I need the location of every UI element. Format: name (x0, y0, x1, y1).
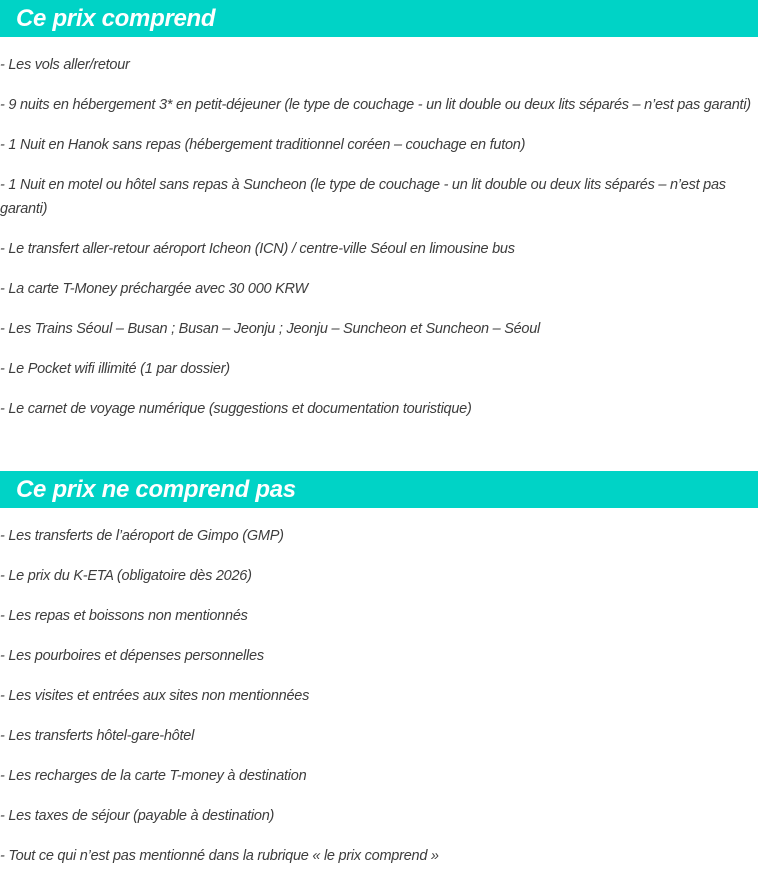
excluded-section-header (0, 471, 758, 508)
excluded-item: - Les visites et entrées aux sites non mentionnées (0, 688, 310, 704)
included-item: - 1 Nuit en Hanok sans repas (hébergement traditionnel coréen – couchage en futon) (0, 137, 526, 153)
included-item: - Le Pocket wifi illimité (1 par dossier) (0, 361, 230, 377)
excluded-item: - Les taxes de séjour (payable à destination) (0, 808, 275, 824)
included-item: - Les Trains Séoul – Busan ; Busan – Jeonju ; Jeonju – Suncheon et Suncheon – Séoul (0, 321, 541, 337)
excluded-section-title: Ce prix ne comprend pas (16, 476, 296, 503)
excluded-item: - Les transferts de l’aéroport de Gimpo (GMP) (0, 528, 284, 544)
included-item: - Le transfert aller-retour aéroport Icheon (ICN) / centre-ville Séoul en limousine bus (0, 241, 515, 257)
included-section-title: Ce prix comprend (16, 5, 216, 32)
included-list (0, 53, 758, 421)
excluded-item: - Les repas et boissons non mentionnés (0, 608, 248, 624)
excluded-item: - Tout ce qui n’est pas mentionné dans la rubrique « le prix comprend » (0, 848, 439, 864)
excluded-item: - Le prix du K-ETA (obligatoire dès 2026) (0, 568, 252, 584)
included-item: - Les vols aller/retour (0, 57, 130, 73)
excluded-item: - Les transferts hôtel-gare-hôtel (0, 728, 195, 744)
included-item: - La carte T-Money préchargée avec 30 000 KRW (0, 281, 308, 297)
excluded-item: - Les recharges de la carte T-money à destination (0, 768, 307, 784)
included-item: - Le carnet de voyage numérique (suggestions et documentation touristique) (0, 401, 472, 417)
included-item: - 1 Nuit en motel ou hôtel sans repas à Suncheon (le type de couchage - un lit double ou deux lits séparés – n’est pas garanti) (0, 177, 726, 217)
excluded-item: - Les pourboires et dépenses personnelles (0, 648, 264, 664)
excluded-list (0, 524, 758, 868)
included-section-header (0, 0, 758, 37)
included-item: - 9 nuits en hébergement 3* en petit-déjeuner (le type de couchage - un lit double ou deux lits séparés – n’est pas garanti) (0, 97, 751, 113)
